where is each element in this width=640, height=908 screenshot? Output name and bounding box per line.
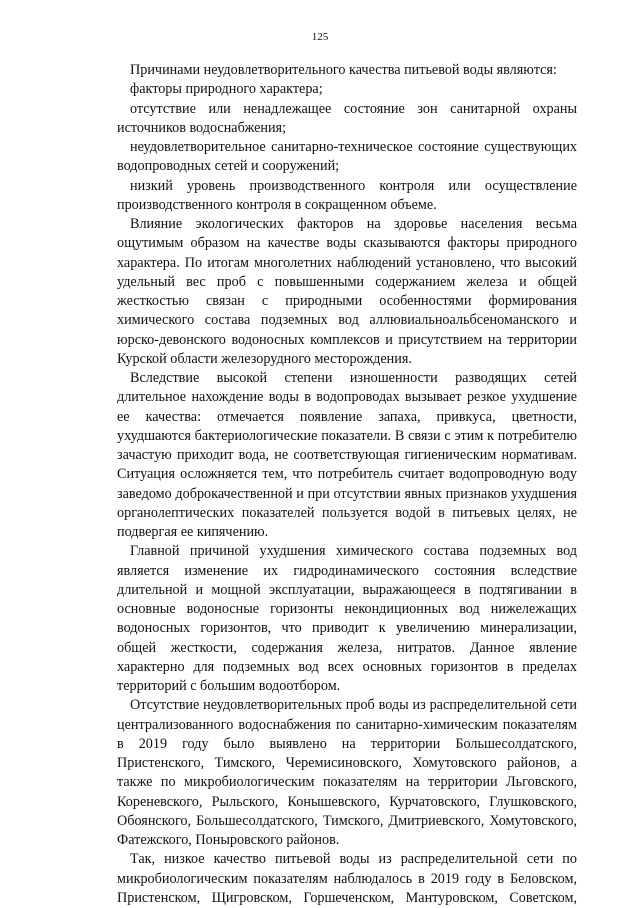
list-item-network-condition: неудовлетворительное санитарно-техническое состояние существующих водопроводных сетей и сооружений; bbox=[117, 139, 577, 175]
page-number: 125 bbox=[311, 31, 329, 43]
paragraph-causes-intro: Причинами неудовлетворительного качества питьевой воды являются: bbox=[130, 62, 557, 78]
list-item-production-control: низкий уровень производственного контроля или осуществление производственного контроля в сокращенном объеме. bbox=[117, 177, 577, 213]
paragraph-ecological-factors: Влияние экологических факторов на здоровье населения весьма ощутимым образом на качестве воды сказываются факторы природного характера. По итогам многолетних наблюдений установлено, что высокий удельный вес проб с повышенными содержанием железа и общей жесткостью связан с природными особенностями формирования химического состава подземных вод аллювиальноальбсеноманского и юрско-девонского водоносных комплексов и присутствием на территории Курской области железорудного месторождения. bbox=[117, 216, 577, 367]
paragraph-groundwater-composition: Главной причиной ухудшения химического состава подземных вод является изменение их гидродинамического состояния вследствие длительной и мощной эксплуатации, выражающееся в подтягивании в основные водоносные горизонты некондиционных вод нижележащих водоносных горизонтов, что приводит к увеличению минерализации, общей жесткости, содержания железа, нитратов. Данное явление характерно для подземных вод всех основных горизонтов в пределах территорий с большим водоотбором. bbox=[117, 543, 577, 694]
body-text bbox=[117, 61, 577, 908]
paragraph-unsatisfactory-samples: Отсутствие неудовлетворительных проб воды из распределительной сети централизованного водоснабжения по санитарно-химическим показателям в 2019 году было выявлено на территории Большесолдатского, Пристенского, Тимского, Черемисиновского, Хомутовского районов, а также по микробиологическим показателям на территории Льговского, Кореневского, Рыльского, Конышевского, Курчатовского, Глушковского, Обоянского, Большесолдатского, Тимского, Дмитриевского, Хомутовского, Фатежского, Поныровского районов. bbox=[117, 697, 577, 848]
list-item-natural-factors: факторы природного характера; bbox=[130, 81, 323, 98]
paragraph-network-wear: Вследствие высокой степени изношенности разводящих сетей длительное нахождение воды в водопроводах вызывает резкое ухудшение ее качества: отмечается появление запаха, привкуса, цветности, ухудшаются бактериологические показатели. В связи с этим к потребителю зачастую приходит вода, не соответствующая гигиеническим нормативам. Ситуация осложняется тем, что потребитель считает водопроводную воду заведомо доброкачественной и при отсутствии явных признаков ухудшения органолептических показателей пользуется водой в питьевых целях, не подвергая ее кипячению. bbox=[117, 370, 577, 540]
paragraph-low-quality-districts: Так, низкое качество питьевой воды из распределительной сети по микробиологическим показателям наблюдалось в 2019 году в Беловском, Пристенском, Щигровском, Горшеченском, Мантуровском, Советском, bbox=[117, 851, 577, 906]
list-item-sanitary-zones: отсутствие или ненадлежащее состояние зон санитарной охраны источников водоснабжения; bbox=[117, 100, 577, 136]
